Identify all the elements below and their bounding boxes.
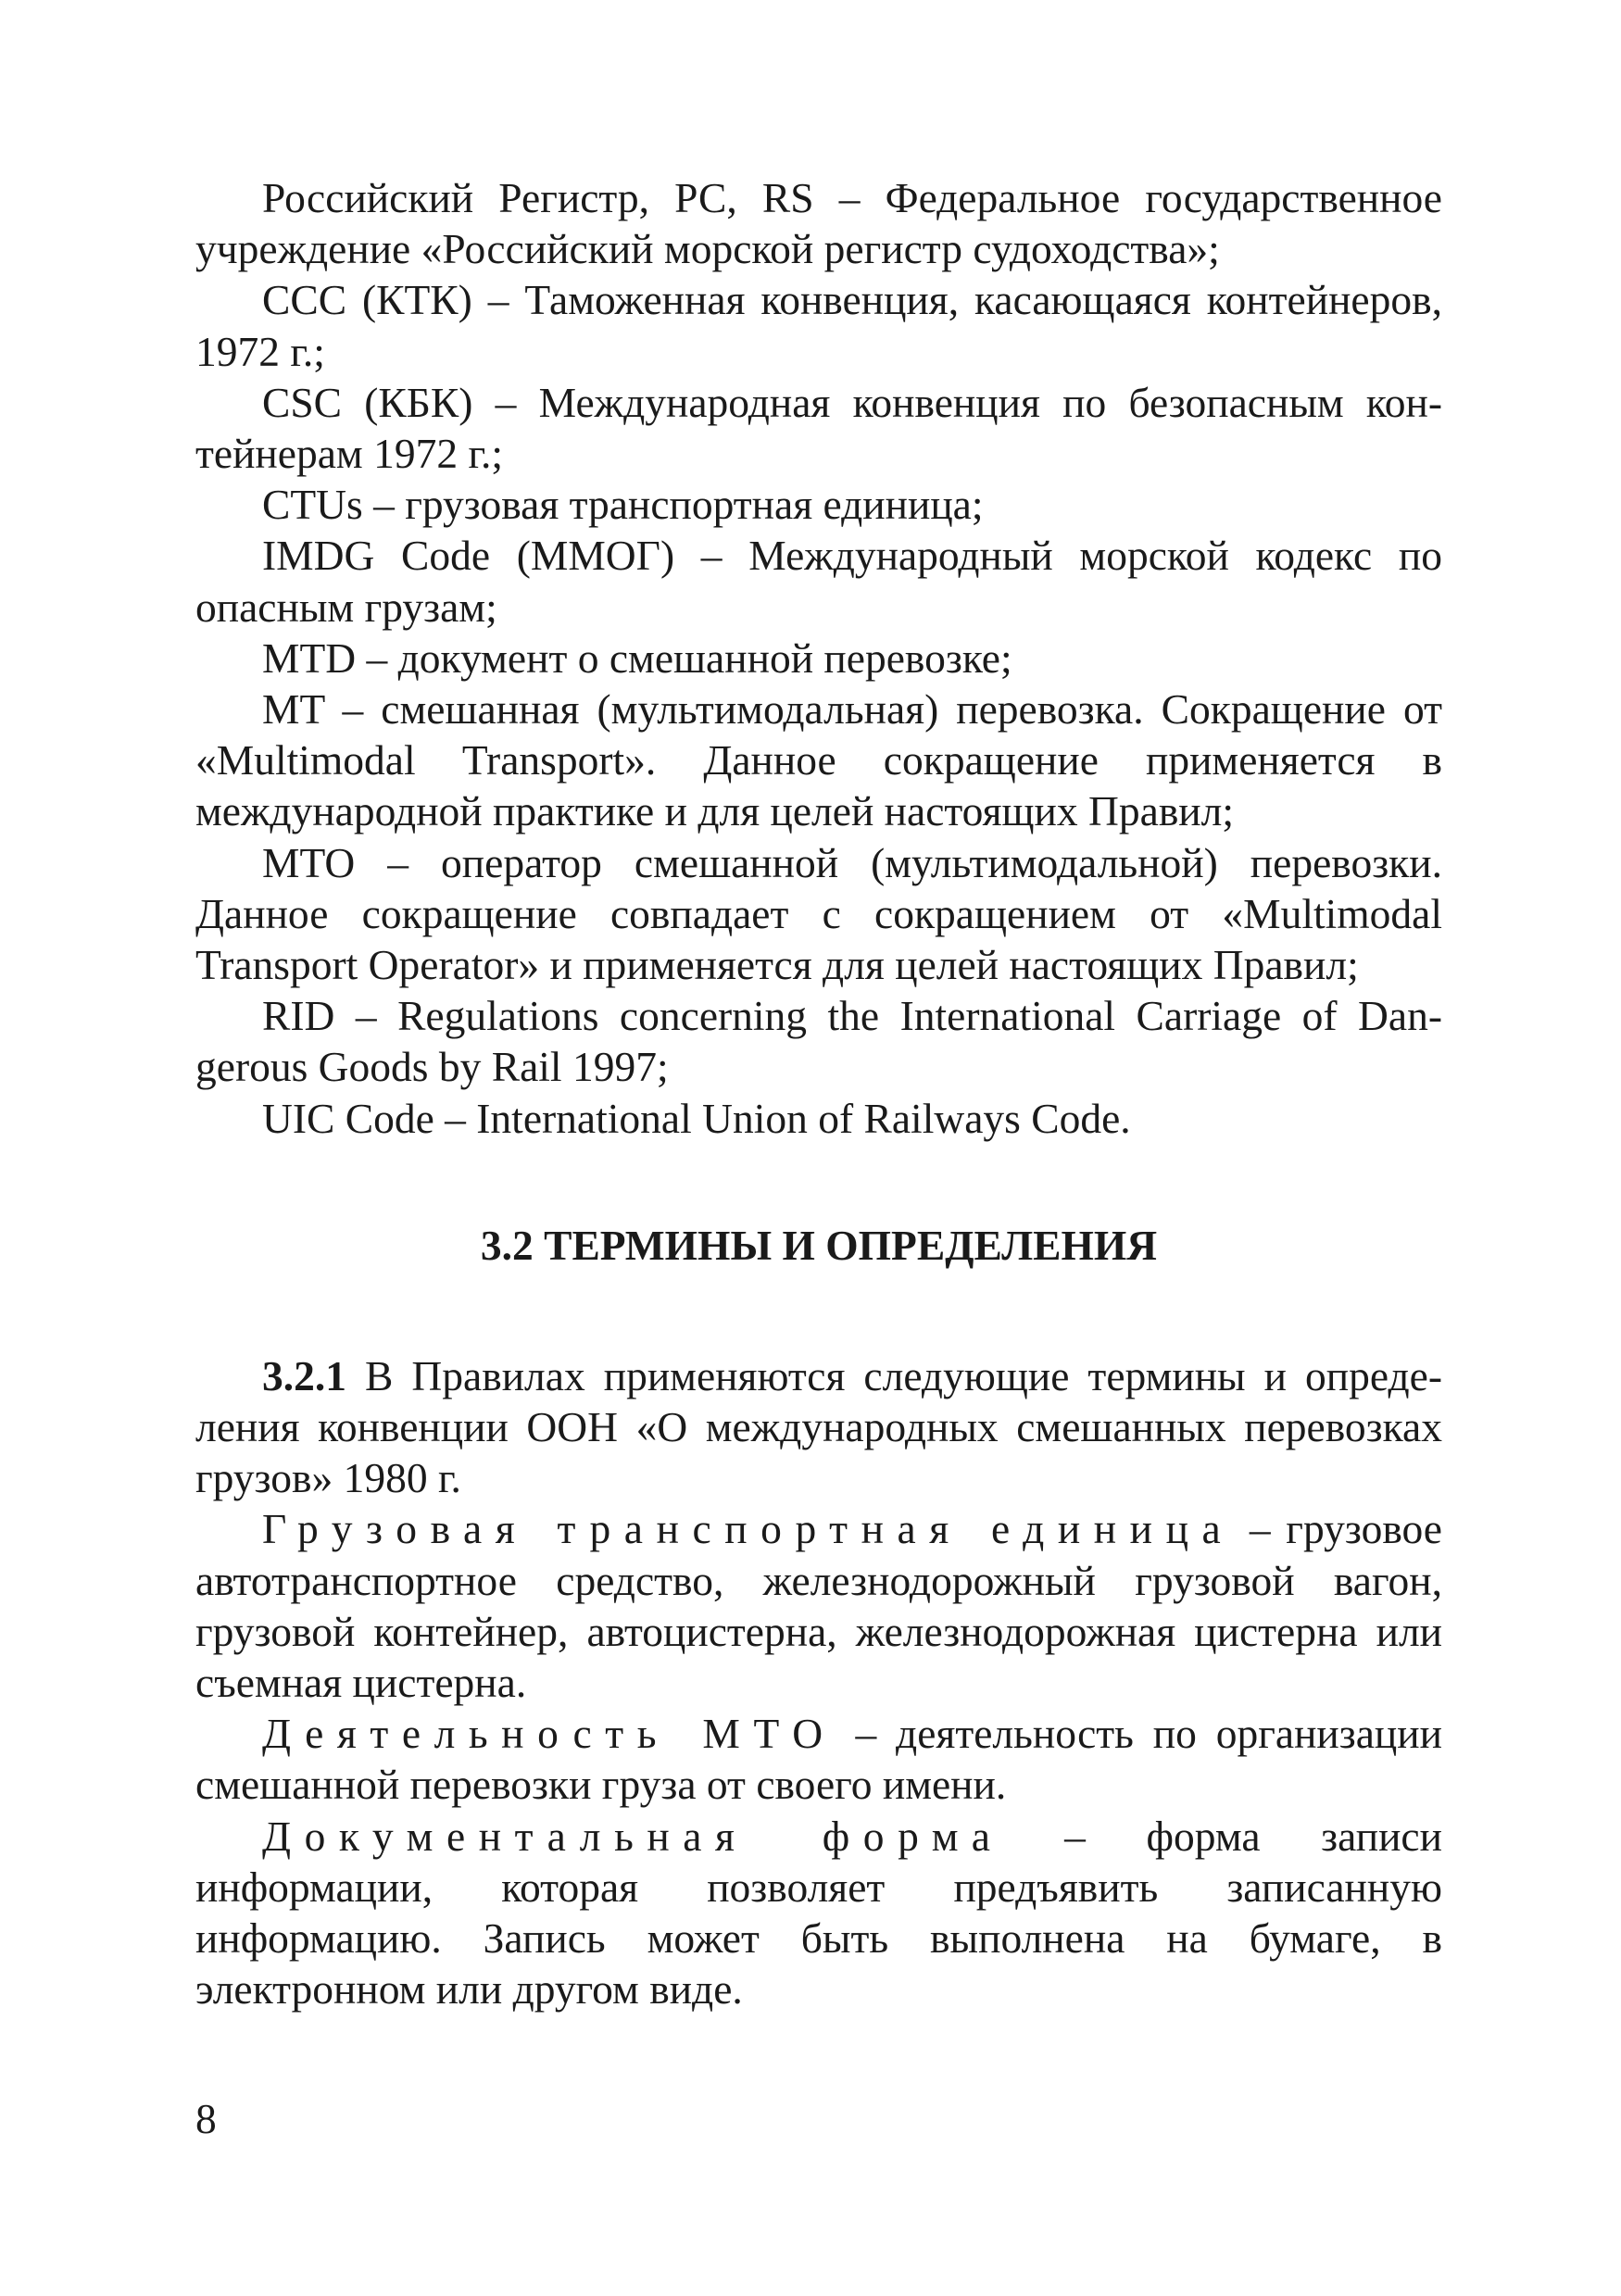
definition-text: – форма записи информации, которая позволяет предъявить записанную информацию. Запись может быть выполнена на бумаге, в электронном или другом виде. — [195, 1812, 1442, 2014]
abbreviation-entry — [195, 1093, 1442, 1144]
definition-entry — [195, 1708, 1442, 1810]
abbreviation-term: UIC Code — [262, 1094, 434, 1142]
abbreviation-entry — [195, 479, 1442, 530]
abbreviation-term: Российский Регистр, РС, RS — [262, 174, 814, 221]
abbreviation-definition: – International Union of Railways Code. — [434, 1094, 1131, 1142]
abbreviation-definition: – оператор смешанной (мультимодальной) перевозки. Данное сокращение совпадает с сокращением от «Multimodal Transport Operator» и применяется для целей настоящих Правил; — [195, 838, 1442, 989]
page-number: 8 — [195, 2095, 217, 2142]
abbreviation-entry — [195, 990, 1442, 1092]
abbreviation-term: MTO — [262, 838, 356, 886]
abbreviation-definition: – Таможенная конвенция, касающаяся контейнеров, 1972 г.; — [195, 276, 1442, 375]
abbreviation-definition: – Федеральное государственное учреждение «Российский морской регистр судоходства»; — [195, 174, 1442, 273]
abbreviation-entry — [195, 172, 1442, 274]
abbreviation-term: CTUs — [262, 481, 363, 529]
abbreviation-entry — [195, 684, 1442, 837]
abbreviation-definition: – Regulations concerning the International Carriage of Dangerous Goods by Rail 1997; — [195, 992, 1442, 1091]
abbreviation-entry — [195, 633, 1442, 684]
abbreviation-term: ССС (КТК) — [262, 276, 472, 324]
abbreviation-term: MT — [262, 685, 325, 734]
abbreviation-entry — [195, 377, 1442, 479]
definition-term: Деятельность МТО — [262, 1710, 836, 1758]
abbreviation-term: CSC (КБК) — [262, 378, 473, 426]
definition-entry — [195, 1811, 1442, 2015]
abbreviation-entry — [195, 274, 1442, 376]
abbreviation-entry — [195, 530, 1442, 632]
clause-number: 3.2.1 — [262, 1351, 346, 1399]
abbreviation-term: IMDG Code (ММОГ) — [262, 532, 675, 580]
abbreviation-term: RID — [262, 992, 335, 1040]
definition-term: Документальная форма — [262, 1812, 1004, 1860]
page-body — [195, 172, 1442, 2015]
abbreviation-definition: – документ о смешанной перевозке; — [356, 634, 1012, 682]
abbreviation-entry — [195, 837, 1442, 991]
abbreviation-term: MTD — [262, 634, 357, 682]
abbreviation-definition: – Международная конвенция по безопасным контейнерам 1972 г.; — [195, 378, 1442, 478]
clause-text: В Правилах применяются следующие термины и определения конвенции ООН «О международных смешанных перевозках грузов» 1980 г. — [195, 1351, 1442, 1502]
section-heading: 3.2 ТЕРМИНЫ И ОПРЕДЕЛЕНИЯ — [480, 1221, 1158, 1269]
abbreviation-definition: – Международный морской кодекс по опасным грузам; — [195, 532, 1443, 631]
section-intro — [195, 1350, 1442, 1504]
definition-text: – грузовое автотранспортное средство, железнодорожный грузовой вагон, грузовой контейнер, автоцистерна, железнодорожная цистерна или съемная цистерна. — [195, 1505, 1442, 1707]
definition-text: – деятельность по организации смешанной перевозки груза от своего имени. — [195, 1710, 1442, 1809]
definition-term: Грузовая транспортная единица — [262, 1505, 1235, 1553]
abbreviation-definition: – смешанная (мультимодальная) перевозка. Сокращение от «Multimodal Transport». Данное сокращение применяется в международной практике и для целей настоящих Правил; — [195, 685, 1442, 835]
abbreviation-definition: – грузовая транспортная единица; — [362, 481, 984, 529]
definition-entry — [195, 1503, 1442, 1708]
